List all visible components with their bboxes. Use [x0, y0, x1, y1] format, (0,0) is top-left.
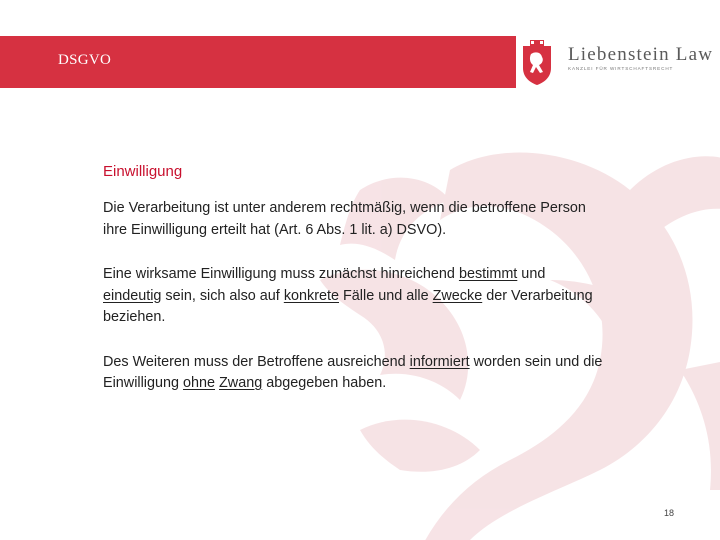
content-heading: Einwilligung: [103, 163, 183, 180]
underlined-term: eindeutig: [103, 287, 162, 304]
text-run: worden sein und die Einwilligung: [103, 353, 603, 391]
underlined-term: informiert: [409, 353, 470, 370]
text-run: Fälle und alle: [339, 287, 433, 304]
text-run: Des Weiteren muss der Betroffene ausreichend: [103, 353, 410, 370]
paragraph-3: [103, 352, 603, 395]
text-run: abgegeben haben.: [262, 375, 387, 391]
paragraph-2: [103, 264, 603, 329]
text-run: Eine wirksame Einwilligung muss zunächst hinreichend: [103, 266, 459, 282]
lion-shield-icon: [521, 38, 553, 86]
text-run: und: [517, 266, 546, 282]
section-title: DSGVO: [58, 52, 112, 68]
underlined-term: bestimmt: [458, 266, 518, 282]
text-run: der Verarbeitung beziehen.: [103, 287, 593, 325]
slide-content: [103, 163, 603, 418]
underlined-term: Zwang: [219, 375, 263, 391]
underlined-term: ohne: [183, 375, 216, 391]
paragraph-1: Die Verarbeitung ist unter anderem rechtmäßig, wenn die betroffene Person ihre Einwilligung erteilt hat (Art. 6 Abs. 1 lit. a) DSVO).: [103, 200, 586, 238]
brand-tagline: KANZLEI FÜR WIRTSCHAFTSRECHT: [568, 66, 674, 71]
underlined-term: Zwecke: [432, 287, 483, 304]
text-run: sein, sich also auf: [161, 287, 284, 304]
underlined-term: konkrete: [283, 287, 340, 304]
page-number: 18: [664, 508, 675, 518]
brand-name: Liebenstein Law: [568, 44, 714, 65]
